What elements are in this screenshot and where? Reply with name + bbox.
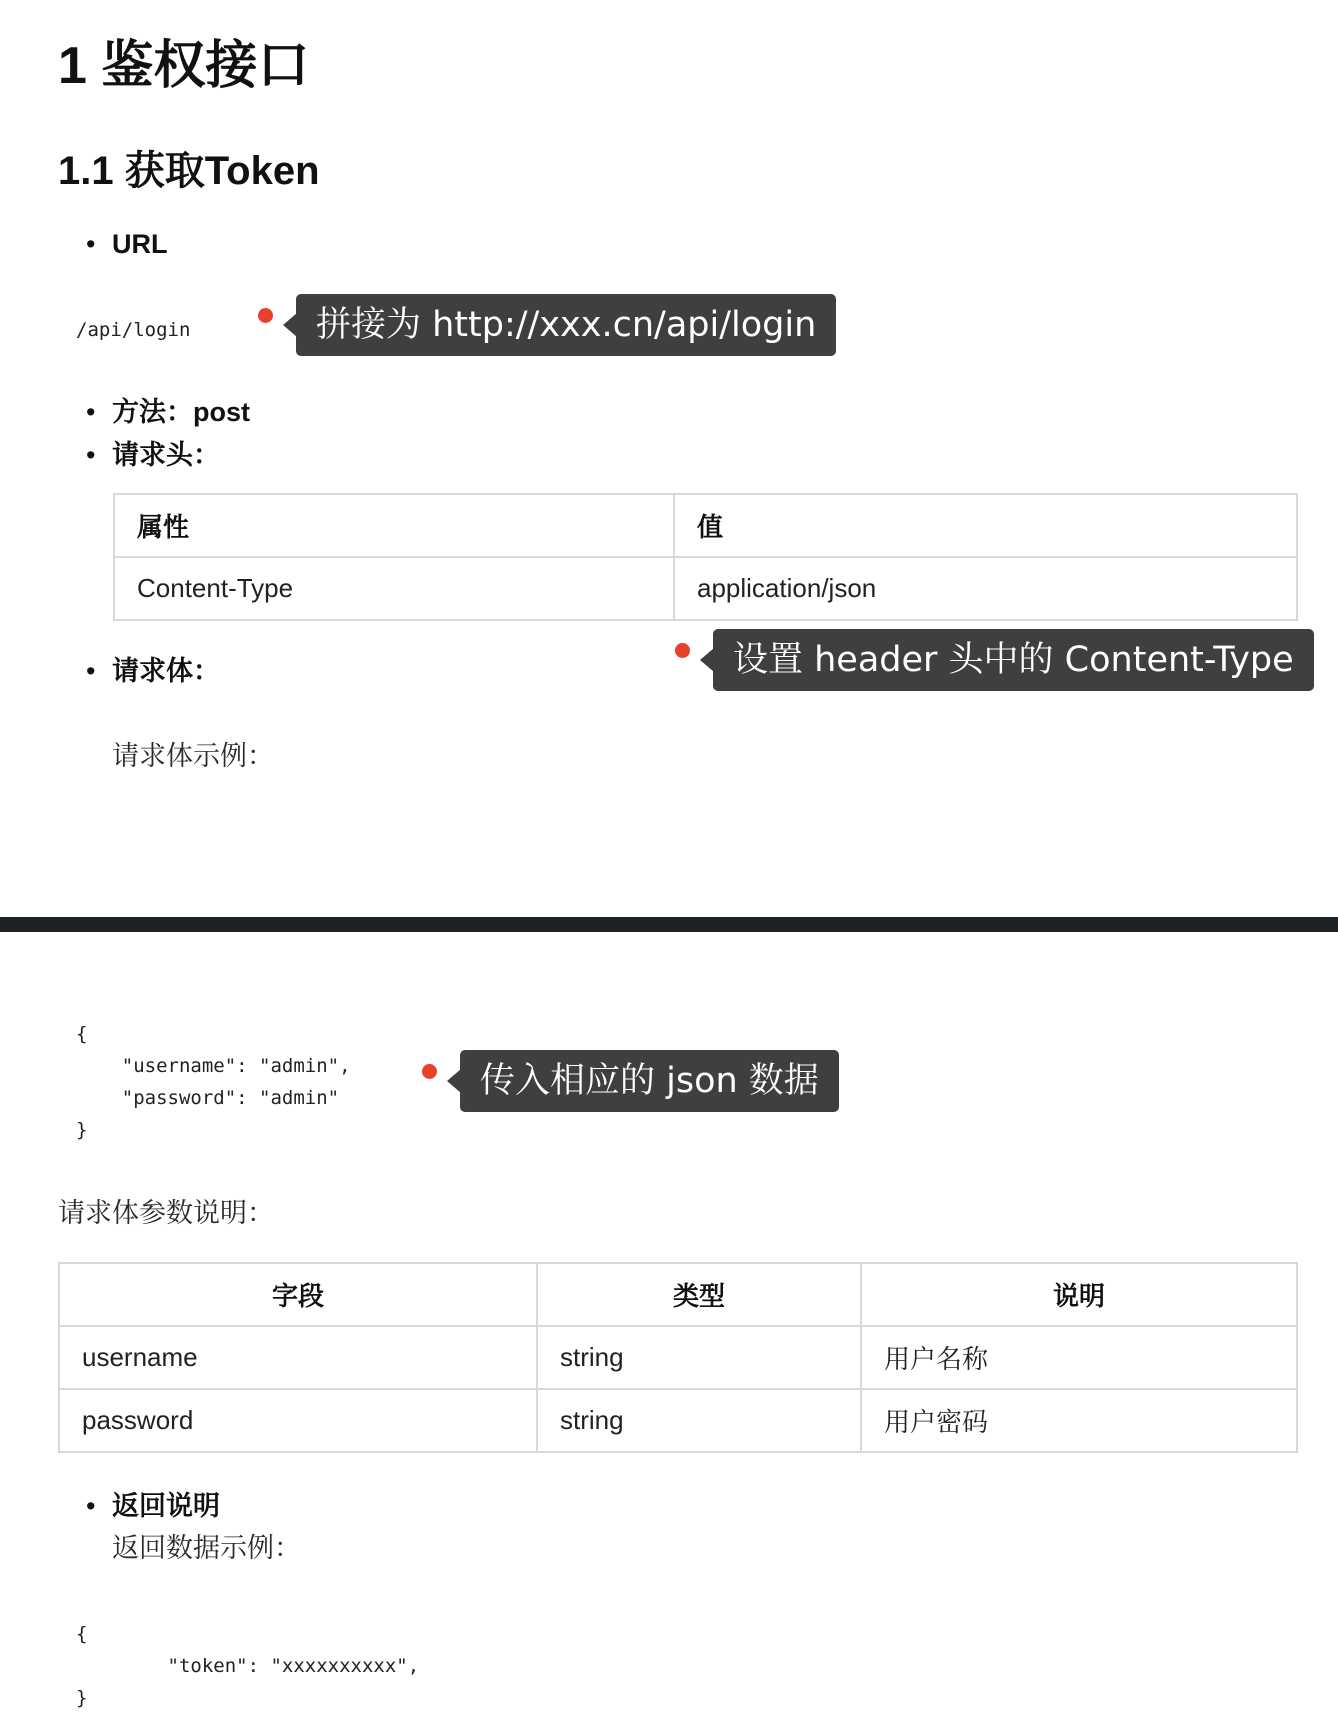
params-table — [58, 1262, 1298, 1453]
column-header: 属性 — [114, 494, 674, 557]
table-header-row — [59, 1263, 1297, 1326]
url-path: /api/login — [76, 319, 191, 341]
bullet-return — [86, 1489, 220, 1523]
code-line: { — [76, 1623, 88, 1645]
table-cell: application/json — [674, 557, 1297, 620]
return-example-code — [76, 1618, 419, 1714]
code-line: "password": "admin" — [76, 1087, 340, 1109]
bullet-body — [86, 654, 220, 688]
column-header: 类型 — [537, 1263, 861, 1326]
annotation-body-note: 传入相应的 json 数据 — [460, 1050, 839, 1112]
table-cell: password — [59, 1389, 537, 1452]
method-label: 方法：post — [112, 397, 250, 427]
code-line: } — [76, 1687, 88, 1709]
annotation-headers-note: 设置 header 头中的 Content-Type — [713, 629, 1314, 691]
code-line: "token": "xxxxxxxxxx", — [76, 1655, 420, 1677]
column-header: 说明 — [861, 1263, 1297, 1326]
table-row — [114, 557, 1297, 620]
return-label: 返回说明 — [112, 1491, 220, 1521]
table-cell: username — [59, 1326, 537, 1389]
bullet-headers — [86, 438, 220, 472]
url-label: URL — [112, 229, 168, 259]
page-divider — [0, 917, 1338, 932]
table-cell: string — [537, 1389, 861, 1452]
table-cell: 用户密码 — [861, 1389, 1297, 1452]
bullet-method — [86, 395, 250, 429]
column-header: 字段 — [59, 1263, 537, 1326]
table-row — [59, 1389, 1297, 1452]
body-example-label: 请求体示例： — [112, 741, 274, 771]
params-label: 请求体参数说明： — [58, 1198, 274, 1228]
headers-table — [113, 493, 1298, 621]
annotation-dot — [258, 308, 273, 323]
code-line: } — [76, 1119, 88, 1141]
table-cell: 用户名称 — [861, 1326, 1297, 1389]
column-header: 值 — [674, 494, 1297, 557]
body-example-code — [76, 1018, 351, 1146]
table-cell: Content-Type — [114, 557, 674, 620]
section-title: 1.1 获取Token — [58, 149, 320, 193]
return-example-label: 返回数据示例： — [112, 1533, 301, 1563]
code-line: "username": "admin", — [76, 1055, 351, 1077]
annotation-url-note: 拼接为 http://xxx.cn/api/login — [296, 294, 836, 356]
table-cell: string — [537, 1326, 861, 1389]
bullet-url — [86, 227, 168, 261]
annotation-dot — [422, 1064, 437, 1079]
page-title: 1 鉴权接口 — [58, 37, 310, 95]
table-row — [59, 1326, 1297, 1389]
annotation-dot — [675, 643, 690, 658]
body-label: 请求体： — [112, 656, 220, 686]
headers-label: 请求头： — [112, 440, 220, 470]
code-line: { — [76, 1023, 88, 1045]
table-header-row — [114, 494, 1297, 557]
